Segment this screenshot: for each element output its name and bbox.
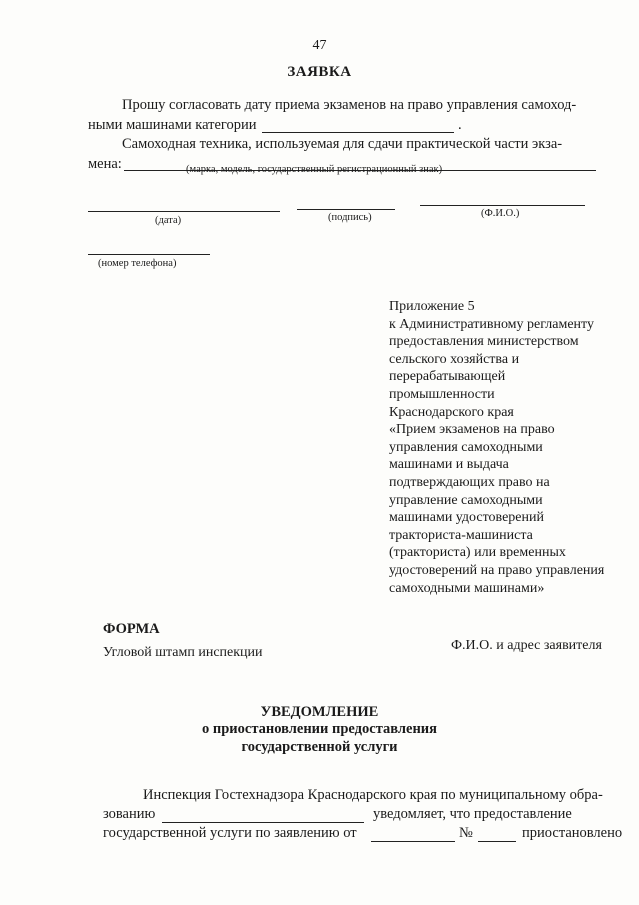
municipality-field[interactable]: [162, 822, 364, 823]
notice-body-line-2-start: зованию: [103, 806, 156, 822]
appendix-line: управления самоходными: [389, 439, 543, 455]
appendix-line: сельского хозяйства и: [389, 351, 520, 367]
appendix-line: тракториста-машиниста: [389, 527, 533, 543]
appendix-line: Краснодарского края: [389, 404, 514, 420]
appendix-line: самоходными машинами»: [389, 580, 545, 596]
notice-body-line-2-end: уведомляет, что предоставление: [373, 806, 572, 822]
appendix-line: машинами и выдача: [389, 457, 509, 473]
appendix-line: удостоверений на право управления: [389, 562, 605, 578]
number-sign: №: [459, 825, 473, 841]
appendix-line: промышленности: [389, 386, 495, 402]
appendix-line: машинами удостоверений: [389, 510, 544, 526]
form-label: ФОРМА: [103, 621, 160, 637]
signature-field[interactable]: [297, 209, 395, 210]
fio-hint: (Ф.И.О.): [481, 208, 520, 219]
date-hint: (дата): [155, 215, 182, 226]
appendix-line: управление самоходными: [389, 492, 543, 508]
page-number: 47: [312, 38, 327, 53]
notice-subtitle-2: государственной услуги: [241, 739, 398, 755]
category-field[interactable]: [262, 132, 454, 133]
appendix-line: (тракториста) или временных: [389, 545, 566, 561]
application-line-2: ными машинами категории: [88, 117, 257, 133]
appendix-line: подтверждающих право на: [389, 474, 550, 490]
signature-hint: (подпись): [328, 212, 372, 223]
notice-body-line-1: Инспекция Гостехнадзора Краснодарского края по муниципальному обра-: [143, 787, 603, 803]
date-field[interactable]: [88, 211, 280, 212]
application-number-field[interactable]: [478, 841, 516, 842]
vehicle-hint: (марка, модель, государственный регистрационный знак): [186, 164, 443, 175]
applicant-label: Ф.И.О. и адрес заявителя: [451, 638, 602, 653]
fio-field[interactable]: [420, 205, 585, 206]
notice-body-line-3-start: государственной услуги по заявлению от: [103, 825, 357, 841]
appendix-line: к Административному регламенту: [389, 316, 594, 332]
inspection-stamp-label: Угловой штамп инспекции: [103, 645, 263, 660]
application-line-3: Самоходная техника, используемая для сдачи практической части экза-: [122, 136, 563, 152]
appendix-line: Приложение 5: [389, 299, 475, 314]
appendix-line: предоставления министерством: [389, 334, 579, 350]
phone-field[interactable]: [88, 254, 210, 255]
period-mark: .: [458, 117, 462, 133]
application-line-4: мена:: [88, 156, 122, 172]
notice-subtitle-1: о приостановлении предоставления: [201, 721, 438, 737]
application-title: ЗАЯВКА: [287, 64, 352, 80]
appendix-line: перерабатывающей: [389, 369, 506, 385]
phone-hint: (номер телефона): [98, 258, 177, 269]
notice-body-line-3-end: приостановлено: [522, 825, 623, 841]
application-line-1: Прошу согласовать дату приема экзаменов на право управления самоход-: [122, 97, 577, 113]
appendix-line: «Прием экзаменов на право: [389, 422, 555, 438]
appendix-block: [389, 298, 624, 597]
application-date-field[interactable]: [371, 841, 455, 842]
notice-title: УВЕДОМЛЕНИЕ: [260, 704, 379, 720]
